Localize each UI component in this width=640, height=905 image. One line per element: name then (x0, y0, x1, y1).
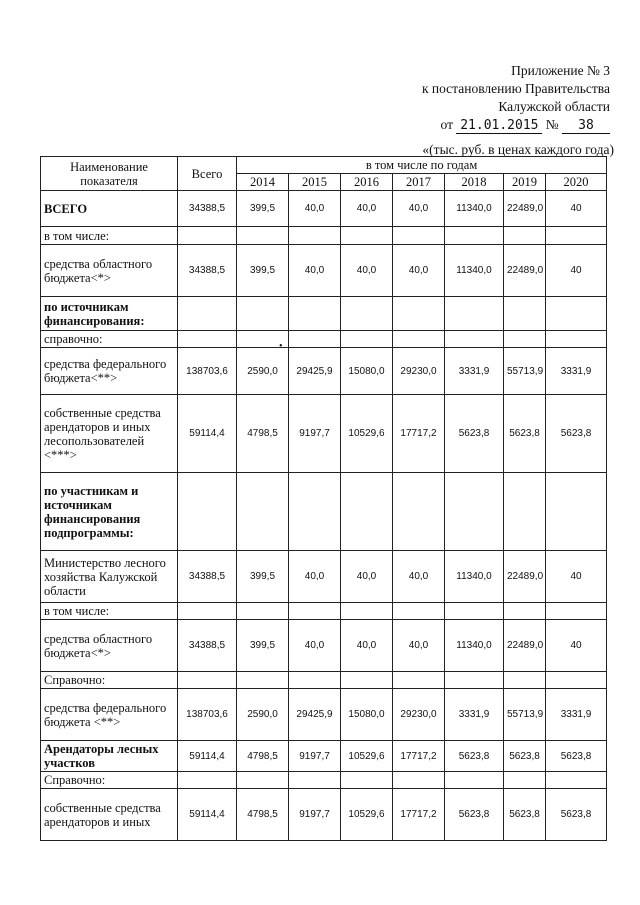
year-value-cell: 5623,8 (546, 741, 607, 772)
year-value-cell: 22489,0 (504, 551, 546, 603)
total-cell: 34388,5 (178, 245, 237, 297)
table-row (41, 297, 607, 331)
number-label: № (545, 117, 559, 132)
row-label: средства федерального бюджета <**> (41, 689, 178, 741)
table-row (41, 689, 607, 741)
year-value-cell: 399,5 (237, 551, 289, 603)
year-value-cell: 11340,0 (445, 191, 504, 227)
row-label: Справочно: (41, 772, 178, 789)
year-value-cell: 40,0 (393, 620, 445, 672)
total-cell (178, 297, 237, 331)
year-value-cell: 29425,9 (289, 348, 341, 395)
year-value-cell: 5623,8 (445, 789, 504, 841)
empty-cell (341, 672, 393, 689)
table-row (41, 227, 607, 245)
year-value-cell (341, 473, 393, 551)
row-label: в том числе: (41, 603, 178, 620)
row-label: средства областного бюджета<*> (41, 245, 178, 297)
region-name: Калужской области (498, 99, 610, 114)
year-value-cell: 40,0 (289, 245, 341, 297)
year-value-cell: 22489,0 (504, 620, 546, 672)
empty-cell (289, 227, 341, 245)
year-value-cell: 40,0 (341, 191, 393, 227)
empty-cell (393, 227, 445, 245)
year-value-cell: 22489,0 (504, 245, 546, 297)
year-value-cell: 17717,2 (393, 395, 445, 473)
from-label: от (440, 117, 453, 132)
year-value-cell: 40,0 (289, 620, 341, 672)
decree-date: 21.01.2015 (456, 119, 542, 134)
decree-reference: к постановлению Правительства (421, 81, 610, 96)
empty-cell (546, 227, 607, 245)
year-value-cell: 40 (546, 551, 607, 603)
year-value-cell (341, 297, 393, 331)
table-row (41, 620, 607, 672)
year-value-cell: 399,5 (237, 620, 289, 672)
empty-cell (341, 772, 393, 789)
year-value-cell (237, 297, 289, 331)
decree-number: 38 (562, 119, 610, 134)
total-cell: 59114,4 (178, 741, 237, 772)
year-value-cell (289, 297, 341, 331)
row-label: по источникам финансирования: (41, 297, 178, 331)
empty-cell (289, 331, 341, 348)
row-label: по участникам и источникам финансирования подпрограммы: (41, 473, 178, 551)
year-value-cell: 22489,0 (504, 191, 546, 227)
year-value-cell: 3331,9 (445, 689, 504, 741)
year-value-cell: 5623,8 (504, 741, 546, 772)
financing-table (40, 156, 607, 841)
table-row (41, 331, 607, 348)
year-value-cell: 40 (546, 191, 607, 227)
empty-cell (546, 603, 607, 620)
year-value-cell: 5623,8 (546, 395, 607, 473)
year-value-cell (546, 297, 607, 331)
empty-cell (504, 772, 546, 789)
year-value-cell: 2590,0 (237, 689, 289, 741)
empty-cell (341, 331, 393, 348)
year-value-cell: 4798,5 (237, 395, 289, 473)
empty-cell (504, 603, 546, 620)
total-cell: 59114,4 (178, 395, 237, 473)
year-value-cell: 55713,9 (504, 689, 546, 741)
header-year: 2014 (237, 174, 289, 191)
total-cell: 34388,5 (178, 620, 237, 672)
year-value-cell: 9197,7 (289, 789, 341, 841)
year-value-cell: 11340,0 (445, 245, 504, 297)
year-value-cell: 15080,0 (341, 348, 393, 395)
empty-cell (237, 772, 289, 789)
empty-cell (178, 772, 237, 789)
year-value-cell (237, 473, 289, 551)
year-value-cell: 2590,0 (237, 348, 289, 395)
empty-cell (504, 227, 546, 245)
year-value-cell: 29230,0 (393, 689, 445, 741)
empty-cell (393, 603, 445, 620)
year-value-cell: 3331,9 (445, 348, 504, 395)
table-row (41, 395, 607, 473)
header-year: 2016 (341, 174, 393, 191)
year-value-cell: 399,5 (237, 191, 289, 227)
year-value-cell: 40,0 (341, 551, 393, 603)
year-value-cell: 399,5 (237, 245, 289, 297)
year-value-cell: 40 (546, 245, 607, 297)
total-cell: 59114,4 (178, 789, 237, 841)
year-value-cell: 5623,8 (504, 789, 546, 841)
empty-cell (504, 672, 546, 689)
row-label: ВСЕГО (41, 191, 178, 227)
year-value-cell: 3331,9 (546, 689, 607, 741)
table-row (41, 741, 607, 772)
total-cell: 34388,5 (178, 551, 237, 603)
stray-mark: • (279, 341, 283, 352)
empty-cell (237, 672, 289, 689)
year-value-cell: 29230,0 (393, 348, 445, 395)
table-row (41, 789, 607, 841)
row-label: средства федерального бюджета<**> (41, 348, 178, 395)
year-value-cell: 3331,9 (546, 348, 607, 395)
header-total: Всего (178, 157, 237, 191)
header-year: 2020 (546, 174, 607, 191)
year-value-cell: 5623,8 (445, 741, 504, 772)
year-value-cell: 4798,5 (237, 741, 289, 772)
year-value-cell: 5623,8 (546, 789, 607, 841)
year-value-cell: 40,0 (393, 245, 445, 297)
total-cell: 138703,6 (178, 689, 237, 741)
empty-cell (393, 672, 445, 689)
empty-cell (546, 672, 607, 689)
year-value-cell (504, 473, 546, 551)
header-year: 2015 (289, 174, 341, 191)
table-row (41, 772, 607, 789)
year-value-cell: 5623,8 (445, 395, 504, 473)
total-cell: 138703,6 (178, 348, 237, 395)
header-years-caption: в том числе по годам (237, 157, 607, 174)
table-row (41, 473, 607, 551)
year-value-cell: 40,0 (289, 551, 341, 603)
empty-cell (289, 672, 341, 689)
table-row (41, 603, 607, 620)
empty-cell (393, 331, 445, 348)
year-value-cell: 5623,8 (504, 395, 546, 473)
empty-cell (237, 603, 289, 620)
year-value-cell: 40 (546, 620, 607, 672)
year-value-cell: 40,0 (393, 191, 445, 227)
year-value-cell (504, 297, 546, 331)
header-year: 2019 (504, 174, 546, 191)
year-value-cell: 9197,7 (289, 741, 341, 772)
empty-cell (289, 772, 341, 789)
year-value-cell: 10529,6 (341, 741, 393, 772)
header-year: 2017 (393, 174, 445, 191)
empty-cell (393, 772, 445, 789)
year-value-cell: 11340,0 (445, 551, 504, 603)
empty-cell (546, 331, 607, 348)
year-value-cell (445, 473, 504, 551)
year-value-cell (393, 473, 445, 551)
row-label: в том числе: (41, 227, 178, 245)
header-name: Наименование показателя (41, 157, 178, 191)
row-label: собственные средства арендаторов и иных лесопользователей <***> (41, 395, 178, 473)
year-value-cell: 40,0 (341, 620, 393, 672)
row-label: средства областного бюджета<*> (41, 620, 178, 672)
empty-cell (178, 672, 237, 689)
year-value-cell: 29425,9 (289, 689, 341, 741)
empty-cell (178, 227, 237, 245)
year-value-cell (393, 297, 445, 331)
empty-cell (445, 227, 504, 245)
year-value-cell: 55713,9 (504, 348, 546, 395)
year-value-cell: 40,0 (341, 245, 393, 297)
year-value-cell: 40,0 (289, 191, 341, 227)
year-value-cell: 15080,0 (341, 689, 393, 741)
appendix-title: Приложение № 3 (511, 63, 610, 78)
year-value-cell: 40,0 (393, 551, 445, 603)
empty-cell (504, 331, 546, 348)
table-row (41, 245, 607, 297)
empty-cell (445, 672, 504, 689)
table-row (41, 672, 607, 689)
year-value-cell: 17717,2 (393, 741, 445, 772)
year-value-cell: 10529,6 (341, 395, 393, 473)
empty-cell (289, 603, 341, 620)
year-value-cell (289, 473, 341, 551)
empty-cell (178, 603, 237, 620)
row-label: справочно: (41, 331, 178, 348)
empty-cell (341, 227, 393, 245)
row-label: собственные средства арендаторов и иных (41, 789, 178, 841)
decree-date-line (441, 116, 611, 134)
table-row (41, 191, 607, 227)
header-year: 2018 (445, 174, 504, 191)
year-value-cell: 11340,0 (445, 620, 504, 672)
year-value-cell: 10529,6 (341, 789, 393, 841)
empty-cell (178, 331, 237, 348)
row-label: Справочно: (41, 672, 178, 689)
year-value-cell: 17717,2 (393, 789, 445, 841)
empty-cell (341, 603, 393, 620)
table-row (41, 348, 607, 395)
year-value-cell: 4798,5 (237, 789, 289, 841)
document-header (422, 62, 610, 134)
empty-cell (445, 331, 504, 348)
empty-cell (445, 772, 504, 789)
year-value-cell (546, 473, 607, 551)
total-cell: 34388,5 (178, 191, 237, 227)
year-value-cell: 9197,7 (289, 395, 341, 473)
empty-cell (546, 772, 607, 789)
total-cell (178, 473, 237, 551)
row-label: Министерство лесного хозяйства Калужской области (41, 551, 178, 603)
empty-cell (445, 603, 504, 620)
units-note: «(тыс. руб. в ценах каждого года) (422, 142, 614, 157)
table-row (41, 551, 607, 603)
year-value-cell (445, 297, 504, 331)
row-label: Арендаторы лесных участков (41, 741, 178, 772)
empty-cell (237, 227, 289, 245)
